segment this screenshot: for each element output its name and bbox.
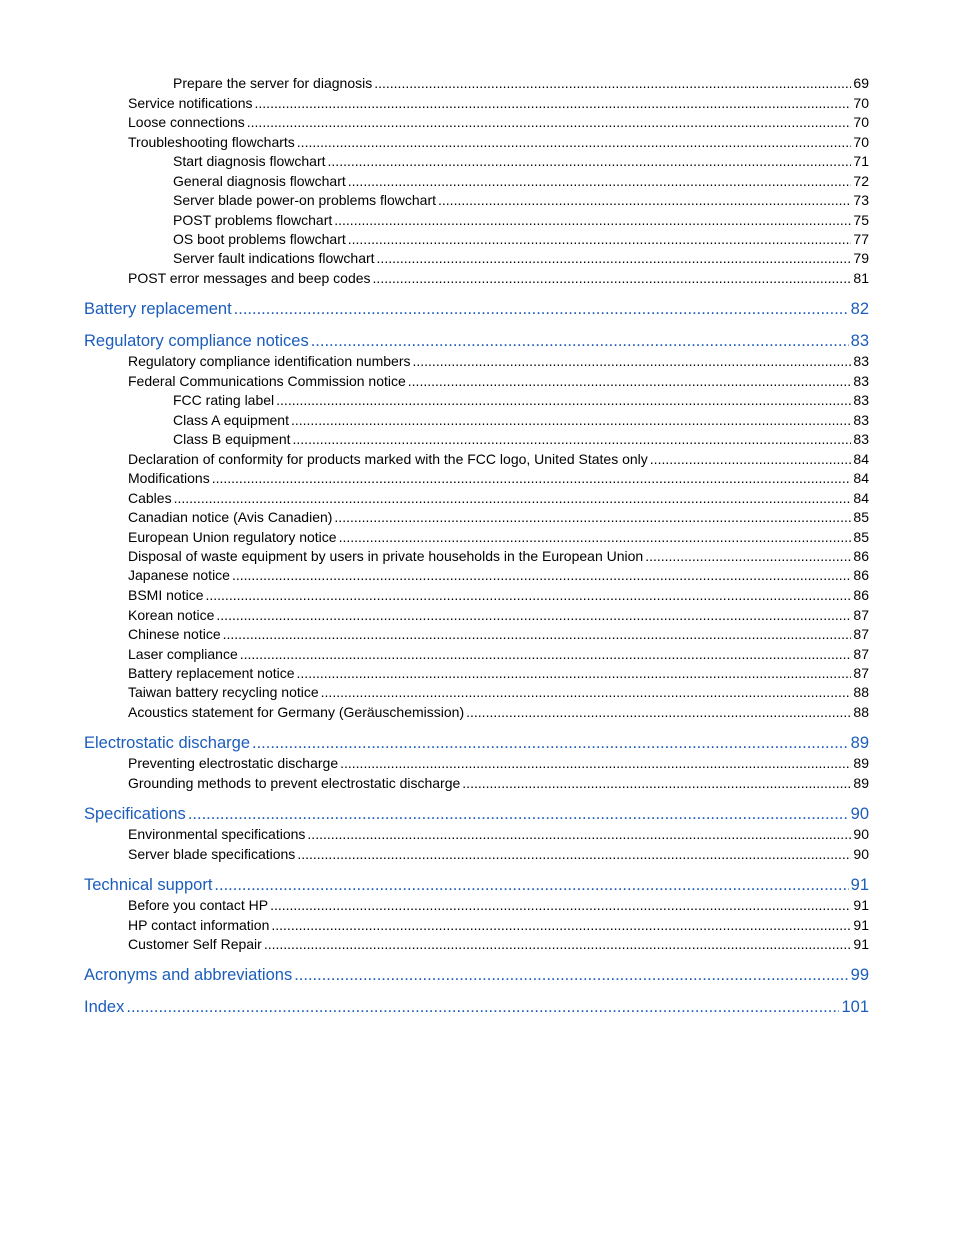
- toc-entry-title: Troubleshooting flowcharts: [128, 134, 295, 150]
- toc-dot-leader: [466, 704, 851, 720]
- toc-dot-leader: [214, 876, 848, 895]
- toc-page-number: 86: [853, 587, 869, 603]
- toc-dot-leader: [339, 529, 852, 545]
- toc-entry-title: Loose connections: [128, 114, 245, 130]
- toc-entry-title: Regulatory compliance notices: [84, 332, 309, 350]
- toc-page-number: 70: [853, 134, 869, 150]
- toc-dot-leader: [297, 665, 852, 681]
- toc-section-entry[interactable]: [128, 846, 869, 865]
- toc-section-entry[interactable]: [128, 114, 869, 133]
- toc-page-number: 69: [853, 75, 869, 91]
- toc-dot-leader: [294, 966, 848, 985]
- toc-page-number: 89: [853, 755, 869, 771]
- toc-page-number: 90: [850, 805, 869, 823]
- toc-page-number: 88: [853, 704, 869, 720]
- toc-dot-leader: [377, 250, 852, 266]
- toc-dot-leader: [234, 300, 849, 319]
- toc-entry-title: Chinese notice: [128, 626, 221, 642]
- toc-section-entry[interactable]: [128, 704, 869, 723]
- toc-entry-title: OS boot problems flowchart: [173, 231, 346, 247]
- toc-entry-title: Grounding methods to prevent electrostatic discharge: [128, 775, 461, 791]
- toc-entry-title: Class A equipment: [173, 412, 289, 428]
- toc-chapter-entry[interactable]: [84, 998, 869, 1020]
- toc-entry-title: Prepare the server for diagnosis: [173, 75, 373, 91]
- toc-page-number: 83: [853, 412, 869, 428]
- toc-entry-title: Declaration of conformity for products marked with the FCC logo, United States only: [128, 451, 648, 467]
- toc-section-entry[interactable]: [173, 392, 869, 411]
- toc-page-number: 101: [841, 998, 869, 1016]
- toc-section-entry[interactable]: [128, 587, 869, 606]
- toc-page-number: 83: [853, 373, 869, 389]
- toc-section-entry[interactable]: [128, 626, 869, 645]
- toc-dot-leader: [223, 626, 852, 642]
- toc-page-number: 89: [853, 775, 869, 791]
- toc-dot-leader: [373, 270, 852, 286]
- toc-dot-leader: [291, 412, 851, 428]
- toc-section-entry[interactable]: [128, 490, 869, 509]
- toc-page-number: 91: [853, 897, 869, 913]
- toc-section-entry[interactable]: [128, 95, 869, 114]
- toc-entry-title: Battery replacement: [84, 300, 232, 318]
- toc-dot-leader: [348, 231, 852, 247]
- toc-entry-title: Battery replacement notice: [128, 665, 295, 681]
- toc-section-entry[interactable]: [128, 826, 869, 845]
- toc-page-number: 88: [853, 684, 869, 700]
- toc-dot-leader: [276, 392, 851, 408]
- toc-section-entry[interactable]: [128, 509, 869, 528]
- toc-entry-title: Korean notice: [128, 607, 215, 623]
- toc-page-number: 75: [853, 212, 869, 228]
- toc-entry-title: Canadian notice (Avis Canadien): [128, 509, 333, 525]
- toc-section-entry[interactable]: [173, 431, 869, 450]
- toc-dot-leader: [205, 587, 851, 603]
- toc-page-number: 91: [853, 936, 869, 952]
- toc-section-entry[interactable]: [128, 548, 869, 567]
- toc-page-number: 83: [853, 353, 869, 369]
- toc-page-number: 81: [853, 270, 869, 286]
- toc-entry-title: Class B equipment: [173, 431, 291, 447]
- toc-entry-title: Start diagnosis flowchart: [173, 153, 326, 169]
- toc-entry-title: Electrostatic discharge: [84, 734, 250, 752]
- toc-page-number: 83: [853, 431, 869, 447]
- toc-page-number: 87: [853, 665, 869, 681]
- toc-entry-title: Cables: [128, 490, 172, 506]
- toc-section-entry[interactable]: [128, 897, 869, 916]
- toc-page-number: 87: [853, 607, 869, 623]
- toc-dot-leader: [438, 192, 851, 208]
- toc-dot-leader: [270, 897, 851, 913]
- toc-page-number: 86: [853, 548, 869, 564]
- toc-entry-title: European Union regulatory notice: [128, 529, 337, 545]
- toc-dot-leader: [340, 755, 851, 771]
- toc-page-number: 83: [850, 332, 869, 350]
- toc-page-number: 86: [853, 567, 869, 583]
- toc-dot-leader: [232, 567, 851, 583]
- toc-section-entry[interactable]: [128, 270, 869, 289]
- toc-page-number: 84: [853, 451, 869, 467]
- toc-dot-leader: [650, 451, 852, 467]
- toc-dot-leader: [264, 936, 852, 952]
- toc-chapter-entry[interactable]: [84, 805, 869, 827]
- toc-entry-title: Customer Self Repair: [128, 936, 262, 952]
- toc-section-entry[interactable]: [128, 665, 869, 684]
- toc-dot-leader: [174, 490, 852, 506]
- toc-dot-leader: [645, 548, 851, 564]
- toc-dot-leader: [188, 805, 849, 824]
- toc-page-number: 70: [853, 95, 869, 111]
- toc-entry-title: POST problems flowchart: [173, 212, 333, 228]
- toc-section-entry[interactable]: [128, 134, 869, 153]
- toc-entry-title: Modifications: [128, 470, 210, 486]
- toc-section-entry[interactable]: [173, 75, 869, 94]
- toc-dot-leader: [252, 734, 849, 753]
- toc-entry-title: Server blade power-on problems flowchart: [173, 192, 437, 208]
- toc-dot-leader: [126, 998, 839, 1017]
- toc-entry-title: HP contact information: [128, 917, 270, 933]
- toc-page-number: 90: [853, 846, 869, 862]
- toc-entry-title: Environmental specifications: [128, 826, 306, 842]
- toc-section-entry[interactable]: [173, 250, 869, 269]
- toc-entry-title: Technical support: [84, 876, 213, 894]
- toc-page-number: 87: [853, 626, 869, 642]
- toc-page-number: 91: [850, 876, 869, 894]
- toc-dot-leader: [321, 684, 852, 700]
- toc-entry-title: Before you contact HP: [128, 897, 269, 913]
- toc-entry-title: Laser compliance: [128, 646, 238, 662]
- toc-page-number: 77: [853, 231, 869, 247]
- toc-section-entry[interactable]: [128, 917, 869, 936]
- toc-page-number: 70: [853, 114, 869, 130]
- toc-dot-leader: [412, 353, 851, 369]
- toc-entry-title: Acoustics statement for Germany (Geräuschemission): [128, 704, 465, 720]
- toc-dot-leader: [462, 775, 851, 791]
- toc-dot-leader: [293, 431, 852, 447]
- toc-entry-title: Disposal of waste equipment by users in private households in the European Union: [128, 548, 644, 564]
- toc-dot-leader: [334, 212, 851, 228]
- toc-page-number: 91: [853, 917, 869, 933]
- toc-section-entry[interactable]: [128, 567, 869, 586]
- toc-section-entry[interactable]: [173, 173, 869, 192]
- toc-chapter-entry[interactable]: [84, 300, 869, 322]
- toc-chapter-entry[interactable]: [84, 966, 869, 988]
- toc-section-entry[interactable]: [173, 412, 869, 431]
- toc-dot-leader: [408, 373, 852, 389]
- toc-chapter-entry[interactable]: [84, 734, 869, 756]
- toc-dot-leader: [271, 917, 851, 933]
- toc-dot-leader: [297, 846, 851, 862]
- toc-entry-title: Specifications: [84, 805, 186, 823]
- toc-section-entry[interactable]: [128, 646, 869, 665]
- toc-entry-title: Taiwan battery recycling notice: [128, 684, 319, 700]
- toc-page-number: 89: [850, 734, 869, 752]
- toc-page-number: 83: [853, 392, 869, 408]
- toc-chapter-entry[interactable]: [84, 876, 869, 898]
- toc-dot-leader: [240, 646, 852, 662]
- toc-entry-title: Japanese notice: [128, 567, 230, 583]
- toc-dot-leader: [297, 134, 852, 150]
- toc-page-number: 84: [853, 470, 869, 486]
- toc-page-number: 85: [853, 529, 869, 545]
- toc-dot-leader: [374, 75, 851, 91]
- toc-dot-leader: [311, 332, 849, 351]
- toc-chapter-entry[interactable]: [84, 332, 869, 354]
- toc-section-entry[interactable]: [173, 212, 869, 231]
- toc-page-number: 72: [853, 173, 869, 189]
- toc-page-number: 82: [850, 300, 869, 318]
- toc-page-number: 71: [853, 153, 869, 169]
- toc-page-number: 99: [850, 966, 869, 984]
- toc-page-number: 84: [853, 490, 869, 506]
- toc-entry-title: General diagnosis flowchart: [173, 173, 346, 189]
- toc-entry-title: Regulatory compliance identification numbers: [128, 353, 411, 369]
- toc-entry-title: POST error messages and beep codes: [128, 270, 371, 286]
- toc-section-entry[interactable]: [128, 936, 869, 955]
- toc-section-entry[interactable]: [128, 470, 869, 489]
- toc-section-entry[interactable]: [128, 775, 869, 794]
- toc-dot-leader: [348, 173, 852, 189]
- toc-page-number: 79: [853, 250, 869, 266]
- toc-entry-title: Index: [84, 998, 125, 1016]
- toc-entry-title: Service notifications: [128, 95, 253, 111]
- toc-dot-leader: [328, 153, 852, 169]
- toc-section-entry[interactable]: [128, 373, 869, 392]
- toc-section-entry[interactable]: [173, 192, 869, 211]
- toc-dot-leader: [307, 826, 851, 842]
- toc-section-entry[interactable]: [128, 529, 869, 548]
- toc-entry-title: Acronyms and abbreviations: [84, 966, 293, 984]
- toc-entry-title: Server fault indications flowchart: [173, 250, 375, 266]
- toc-dot-leader: [247, 114, 852, 130]
- toc-entry-title: BSMI notice: [128, 587, 204, 603]
- toc-section-entry[interactable]: [173, 153, 869, 172]
- toc-section-entry[interactable]: [128, 607, 869, 626]
- toc-section-entry[interactable]: [173, 231, 869, 250]
- toc-page-number: 90: [853, 826, 869, 842]
- toc-page-number: 87: [853, 646, 869, 662]
- toc-page-number: 73: [853, 192, 869, 208]
- toc-dot-leader: [255, 95, 852, 111]
- toc-page-number: 85: [853, 509, 869, 525]
- toc-section-entry[interactable]: [128, 451, 869, 470]
- toc-dot-leader: [216, 607, 851, 623]
- toc-entry-title: FCC rating label: [173, 392, 275, 408]
- toc-dot-leader: [334, 509, 851, 525]
- toc-dot-leader: [212, 470, 852, 486]
- toc-section-entry[interactable]: [128, 755, 869, 774]
- toc-section-entry[interactable]: [128, 684, 869, 703]
- toc-entry-title: Server blade specifications: [128, 846, 296, 862]
- toc-section-entry[interactable]: [128, 353, 869, 372]
- toc-entry-title: Preventing electrostatic discharge: [128, 755, 339, 771]
- toc-entry-title: Federal Communications Commission notice: [128, 373, 406, 389]
